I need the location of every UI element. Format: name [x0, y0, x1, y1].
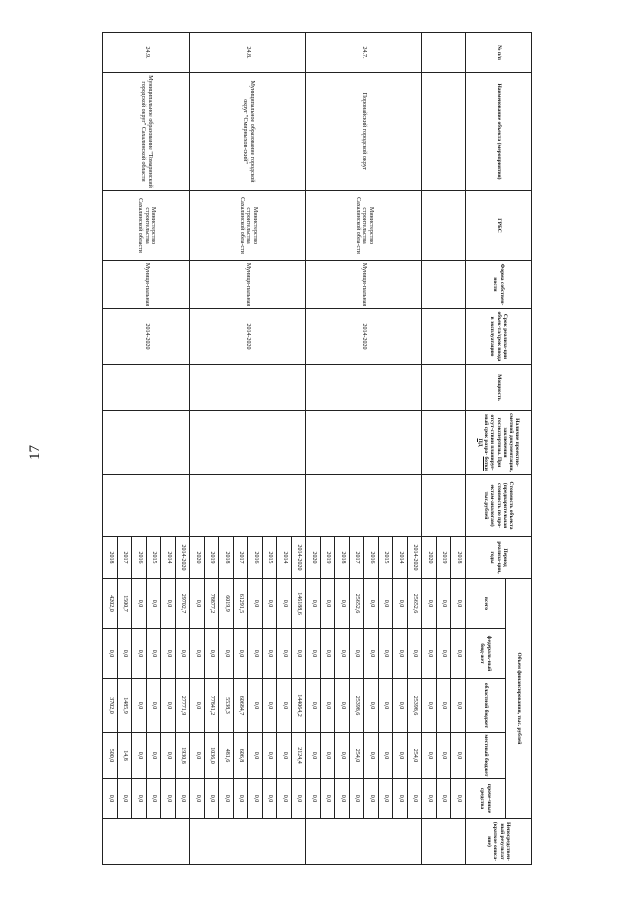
cell-other: 0,0 [263, 779, 278, 819]
cell-regional: 0,0 [335, 679, 350, 733]
cell-year: 2014 [277, 537, 292, 579]
cell-object-name: Муниципальное образование "Томаринский городской округ" Сахалинской области [103, 73, 190, 191]
cell-result [306, 819, 422, 865]
cell-year: 2014 [161, 537, 176, 579]
header-design-docs [466, 411, 532, 475]
cell-federal: 0,0 [292, 629, 307, 679]
cell-regional: 0,0 [161, 679, 176, 733]
cell-other: 0,0 [147, 779, 162, 819]
cell-other: 0,0 [234, 779, 249, 819]
cell-object-name [422, 73, 466, 191]
cell-local: 500,0 [103, 733, 118, 779]
cell-local: 0,0 [190, 733, 205, 779]
cell-regional: 0,0 [132, 679, 147, 733]
cell-regional: 0,0 [147, 679, 162, 733]
header-ownership: Форма собствен-ности [466, 261, 532, 309]
cell-total: 0,0 [306, 579, 321, 629]
cell-regional: 0,0 [451, 679, 466, 733]
cell-total: 0,0 [248, 579, 263, 629]
cell-number: 24.7. [306, 33, 422, 73]
cell-ownership [422, 261, 466, 309]
cell-federal: 0,0 [422, 629, 437, 679]
cell-other: 0,0 [103, 779, 118, 819]
cell-total: 0,0 [379, 579, 394, 629]
cell-local: 0,0 [277, 733, 292, 779]
cell-total: 6019,9 [219, 579, 234, 629]
cell-federal: 0,0 [437, 629, 452, 679]
cell-other: 0,0 [364, 779, 379, 819]
cell-local: 1930,8 [176, 733, 191, 779]
cell-regional: 60684,7 [234, 679, 249, 733]
cell-total: 0,0 [422, 579, 437, 629]
cell-total: 0,0 [393, 579, 408, 629]
cell-federal: 0,0 [451, 629, 466, 679]
table-body [103, 33, 466, 865]
cell-total: 0,0 [335, 579, 350, 629]
cell-regional: 0,0 [248, 679, 263, 733]
cell-total: 25652,6 [408, 579, 423, 629]
cell-other: 0,0 [437, 779, 452, 819]
cell-local: 0,0 [422, 733, 437, 779]
cell-year: 2020 [306, 537, 321, 579]
cell-federal: 0,0 [379, 629, 394, 679]
cell-grbs: Министерство строительства Сахалинской обла-сти [306, 191, 422, 261]
cell-year: 2020 [190, 537, 205, 579]
cell-year: 2018 [335, 537, 350, 579]
cell-year: 2015 [263, 537, 278, 579]
cell-grbs [422, 191, 466, 261]
cell-local: 0,0 [263, 733, 278, 779]
cell-year: 2017 [350, 537, 365, 579]
cell-federal: 0,0 [350, 629, 365, 679]
cell-federal: 0,0 [161, 629, 176, 679]
cell-local: 0,0 [393, 733, 408, 779]
cell-local: 0,0 [321, 733, 336, 779]
cell-local: 2124,4 [292, 733, 307, 779]
cell-total: 4202,0 [103, 579, 118, 629]
cell-federal: 0,0 [190, 629, 205, 679]
cell-regional: 0,0 [263, 679, 278, 733]
cell-other: 0,0 [335, 779, 350, 819]
cell-local: 14,8 [118, 733, 133, 779]
cell-local: 0,0 [161, 733, 176, 779]
cell-total: 0,0 [364, 579, 379, 629]
cell-federal: 0,0 [306, 629, 321, 679]
cell-number: 24.8. [190, 33, 306, 73]
cell-local: 254,0 [350, 733, 365, 779]
cell-year: 2016 [364, 537, 379, 579]
cell-other: 0,0 [393, 779, 408, 819]
cell-total: 78877,2 [205, 579, 220, 629]
table-row [451, 33, 466, 865]
cell-year: 2018 [219, 537, 234, 579]
cell-regional: 0,0 [437, 679, 452, 733]
cell-federal: 0,0 [408, 629, 423, 679]
cell-federal: 0,0 [147, 629, 162, 679]
cell-federal: 0,0 [393, 629, 408, 679]
header-federal: федераль-ный бюд-жет [466, 629, 506, 679]
cell-year: 2020 [422, 537, 437, 579]
cell-capacity [103, 365, 190, 411]
cell-local: 0,0 [379, 733, 394, 779]
cell-other: 0,0 [292, 779, 307, 819]
cell-year: 2014-2020 [292, 537, 307, 579]
cell-other: 0,0 [451, 779, 466, 819]
header-design-docs-underlined: ботки ПД [477, 438, 490, 471]
cell-other: 0,0 [408, 779, 423, 819]
cell-other: 0,0 [118, 779, 133, 819]
cell-federal: 0,0 [335, 629, 350, 679]
cell-year: 2017 [234, 537, 249, 579]
table-row [176, 33, 191, 865]
cell-local: 0,0 [306, 733, 321, 779]
cell-federal: 0,0 [118, 629, 133, 679]
cell-federal: 0,0 [176, 629, 191, 679]
cell-local: 0,0 [132, 733, 147, 779]
cell-federal: 0,0 [364, 629, 379, 679]
header-other: проче-чные средства [466, 779, 506, 819]
cell-cost [190, 475, 306, 537]
cell-other: 0,0 [379, 779, 394, 819]
cell-year: 2019 [321, 537, 336, 579]
cell-ownership: Муници-пальная [190, 261, 306, 309]
cell-regional: 0,0 [190, 679, 205, 733]
cell-year: 2016 [248, 537, 263, 579]
cell-year: 2017 [118, 537, 133, 579]
cell-year: 2019 [205, 537, 220, 579]
cell-federal: 0,0 [234, 629, 249, 679]
cell-design-docs [422, 411, 466, 475]
header-regional: областной бюджет [466, 679, 506, 733]
cell-total: 0,0 [277, 579, 292, 629]
cell-total: 146188,6 [292, 579, 307, 629]
cell-capacity [306, 365, 422, 411]
cell-other: 0,0 [190, 779, 205, 819]
financing-table [103, 32, 533, 865]
cell-regional: 25398,6 [350, 679, 365, 733]
cell-regional: 27771,9 [176, 679, 191, 733]
cell-total: 0,0 [161, 579, 176, 629]
cell-local: 1036,0 [205, 733, 220, 779]
cell-total: 61291,5 [234, 579, 249, 629]
cell-other: 0,0 [321, 779, 336, 819]
header-funding-group: Объем финансирования, тыс. рублей [506, 579, 532, 819]
header-design-docs-text: Наличие проектно-сметной документации, заключения госэкспертизы. При отсут-ствии планируе-мый срок разра- [483, 413, 520, 472]
header-result: Непосредствен-ный результат (краткое описа-ние) [466, 819, 532, 865]
header-capacity: Мощность [466, 365, 532, 411]
cell-other: 0,0 [306, 779, 321, 819]
cell-federal: 0,0 [205, 629, 220, 679]
cell-local: 0,0 [147, 733, 162, 779]
cell-local: 0,0 [364, 733, 379, 779]
cell-local: 0,0 [248, 733, 263, 779]
cell-year: 2018 [103, 537, 118, 579]
cell-total: 0,0 [147, 579, 162, 629]
cell-total: 0,0 [451, 579, 466, 629]
header-cost: Стоимость объекта (предварительная стоимость по про-ектам-аналогам) тыс.рублей [466, 475, 532, 537]
cell-period: 2014-2020 [190, 309, 306, 365]
header-total: всего [466, 579, 506, 629]
cell-total: 0,0 [190, 579, 205, 629]
cell-year: 2019 [437, 537, 452, 579]
cell-period: 2014-2020 [103, 309, 190, 365]
cell-local: 0,0 [451, 733, 466, 779]
cell-year: 2015 [147, 537, 162, 579]
cell-regional: 144064,2 [292, 679, 307, 733]
cell-regional: 0,0 [277, 679, 292, 733]
cell-federal: 0,0 [132, 629, 147, 679]
cell-result [422, 819, 466, 865]
cell-regional: 0,0 [306, 679, 321, 733]
cell-total: 25652,6 [350, 579, 365, 629]
cell-regional: 0,0 [379, 679, 394, 733]
cell-capacity [190, 365, 306, 411]
cell-regional: 0,0 [422, 679, 437, 733]
cell-regional: 5538,3 [219, 679, 234, 733]
cell-other: 0,0 [248, 779, 263, 819]
cell-year: 2014 [393, 537, 408, 579]
cell-federal: 0,0 [263, 629, 278, 679]
cell-number: 24.9. [103, 33, 190, 73]
cell-cost [306, 475, 422, 537]
cell-regional: 1485,9 [118, 679, 133, 733]
cell-other: 0,0 [176, 779, 191, 819]
cell-local: 0,0 [437, 733, 452, 779]
cell-federal: 0,0 [219, 629, 234, 679]
cell-federal: 0,0 [321, 629, 336, 679]
cell-regional: 0,0 [364, 679, 379, 733]
cell-year: 2014-2020 [176, 537, 191, 579]
cell-total: 0,0 [437, 579, 452, 629]
cell-federal: 0,0 [248, 629, 263, 679]
cell-regional: 77841,2 [205, 679, 220, 733]
cell-other: 0,0 [219, 779, 234, 819]
cell-cost [103, 475, 190, 537]
cell-design-docs [306, 411, 422, 475]
cell-capacity [422, 365, 466, 411]
header-local: местный бюджет [466, 733, 506, 779]
cell-local: 606,8 [234, 733, 249, 779]
header-period: Срок реализа-ции объек-та/срок ввода в эксплуатацию [466, 309, 532, 365]
cell-ownership: Муници-пальная [103, 261, 190, 309]
cell-local: 254,0 [408, 733, 423, 779]
cell-result [103, 819, 190, 865]
cell-total: 0,0 [132, 579, 147, 629]
header-years: Период реализа-ции, годы [466, 537, 532, 579]
header-grbs: ГРБС [466, 191, 532, 261]
cell-result [190, 819, 306, 865]
cell-cost [422, 475, 466, 537]
cell-grbs: Министерство строительства Сахалинской области [103, 191, 190, 261]
cell-federal: 0,0 [277, 629, 292, 679]
cell-other: 0,0 [350, 779, 365, 819]
table-row [408, 33, 423, 865]
cell-other: 0,0 [422, 779, 437, 819]
cell-other: 0,0 [132, 779, 147, 819]
cell-local: 0,0 [335, 733, 350, 779]
cell-other: 0,0 [277, 779, 292, 819]
cell-object-name: Поронайский городской округ [306, 73, 422, 191]
cell-year: 2014-2020 [408, 537, 423, 579]
header-num: № п/п [466, 33, 532, 73]
cell-design-docs [103, 411, 190, 475]
cell-other: 0,0 [161, 779, 176, 819]
cell-year: 2015 [379, 537, 394, 579]
page-number: 17 [27, 445, 43, 460]
cell-year: 2018 [451, 537, 466, 579]
cell-federal: 0,0 [103, 629, 118, 679]
cell-period: 2014-2020 [306, 309, 422, 365]
cell-period [422, 309, 466, 365]
cell-regional: 0,0 [321, 679, 336, 733]
cell-regional: 25398,6 [408, 679, 423, 733]
cell-total: 1500,7 [118, 579, 133, 629]
cell-regional: 0,0 [393, 679, 408, 733]
cell-total: 0,0 [263, 579, 278, 629]
cell-total: 0,0 [321, 579, 336, 629]
cell-local: 481,6 [219, 733, 234, 779]
cell-total: 29702,7 [176, 579, 191, 629]
cell-number [422, 33, 466, 73]
cell-grbs: Министерство строительства Сахалинской обла-сти [190, 191, 306, 261]
cell-design-docs [190, 411, 306, 475]
cell-object-name: Муниципальное образование городской округ "Смирныхов-ский" [190, 73, 306, 191]
cell-other: 0,0 [205, 779, 220, 819]
cell-ownership: Муници-пальная [306, 261, 422, 309]
table-row [292, 33, 307, 865]
cell-regional: 3702,0 [103, 679, 118, 733]
header-object-name: Наименование объекта (мероприятия) [466, 73, 532, 191]
cell-year: 2016 [132, 537, 147, 579]
